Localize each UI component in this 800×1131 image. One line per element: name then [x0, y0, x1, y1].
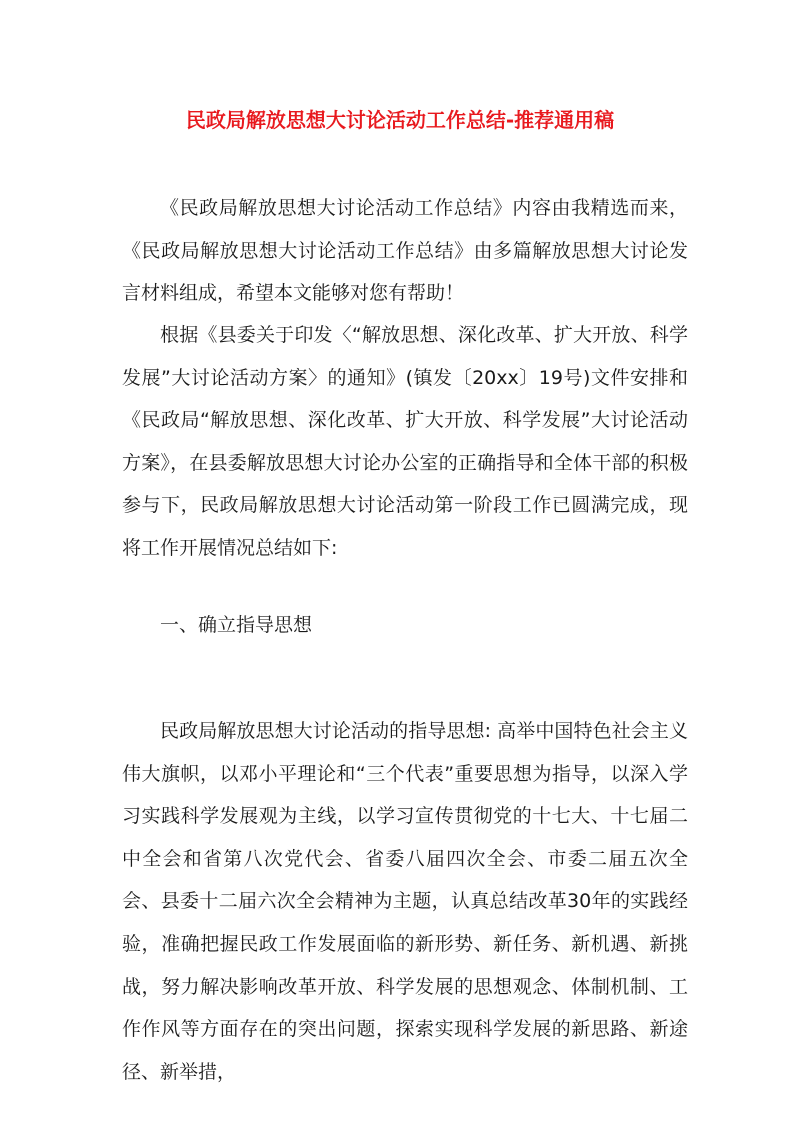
- intro-paragraph: 《民政局解放思想大讨论活动工作总结》内容由我精选而来，《民政局解放思想大讨论活动工作总结》由多篇解放思想大讨论发言材料组成，希望本文能够对您有帮助！: [122, 197, 688, 305]
- section-paragraph: 民政局解放思想大讨论活动的指导思想: 高举中国特色社会主义伟大旗帜，以邓小平理论和“三个代表”重要思想为指导，以深入学习实践科学发展观为主线，以学习宣传贯彻党的十七大、十七届二中全会和省第八次党代会、省委八届四次全会、市委二届五次全会、县委十二届六次全会精神为主题，认真总结改革30年的实践经验，准确把握民政工作发展面临的新形势、新任务、新机遇、新挑战，努力解决影响改革开放、科学发展的思想观念、体制机制、工作作风等方面存在的突出问题，探索实现科学发展的新思路、新途径、新举措，: [122, 720, 688, 1083]
- section-heading: 一、确立指导思想: [160, 614, 313, 636]
- document-title: 民政局解放思想大讨论活动工作总结-推荐通用稿: [185, 108, 615, 132]
- background-paragraph: 根据《县委关于印发〈“解放思想、深化改革、扩大开放、科学发展”大讨论活动方案〉的通知》(镇发〔20xx〕19号)文件安排和《民政局“解放思想、深化改革、扩大开放、科学发展”大讨论活动方案》，在县委解放思想大讨论办公室的正确指导和全体干部的积极参与下，民政局解放思想大讨论活动第一阶段工作已圆满完成，现将工作开展情况总结如下:: [122, 324, 688, 559]
